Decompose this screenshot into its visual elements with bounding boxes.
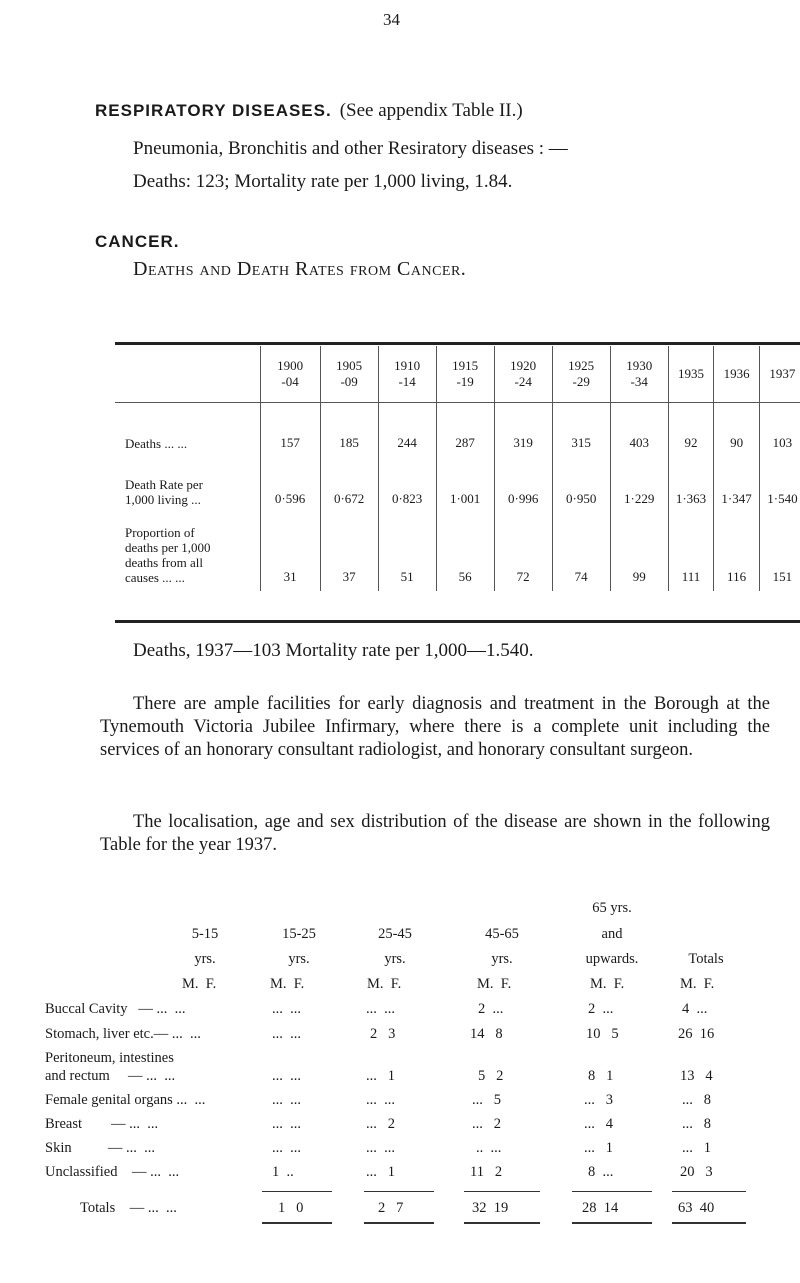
table-cell: 403 bbox=[610, 403, 668, 460]
column-header: 1900 -04 bbox=[260, 346, 320, 403]
column-header: 1925 -29 bbox=[552, 346, 610, 403]
table-cell: 99 bbox=[610, 515, 668, 591]
table-cell: ... 8 bbox=[682, 1116, 711, 1132]
cancer-subheading: Deaths and Death Rates from Cancer. bbox=[133, 258, 467, 280]
row-label: Deaths ... ... bbox=[125, 436, 188, 451]
table-cell: 1·001 bbox=[436, 459, 494, 515]
total-rule bbox=[672, 1222, 746, 1224]
group-header-line1: 65 yrs. bbox=[592, 900, 632, 916]
table-cell: 92 bbox=[668, 403, 714, 460]
table-cell: ... 2 bbox=[472, 1116, 501, 1132]
paragraph-facilities: There are ample facilities for early diagnosis and treatment in the Borough at the Tynemouth Victoria Jubilee Infirmary, where there is a complete unit including the services of an honorary consultant radiologist, and honorary consultant surgeon. bbox=[100, 694, 770, 760]
total-rule bbox=[262, 1222, 332, 1224]
column-header: 1915 -19 bbox=[436, 346, 494, 403]
table-cell: ... ... bbox=[366, 1001, 395, 1017]
table-cell: 74 bbox=[552, 515, 610, 591]
table-cell: 31 bbox=[260, 515, 320, 591]
group-header-unit: yrs. bbox=[288, 951, 310, 967]
table-header-row bbox=[115, 346, 800, 403]
table-cell: 37 bbox=[320, 515, 378, 591]
column-header: 1936 bbox=[714, 346, 760, 403]
table-cell: 13 4 bbox=[680, 1068, 713, 1084]
table-cell: ... 1 bbox=[584, 1140, 613, 1156]
respiratory-heading: RESPIRATORY DISEASES. bbox=[95, 101, 332, 120]
table-cell: 2 3 bbox=[370, 1026, 396, 1042]
table-cell: 4 ... bbox=[682, 1001, 708, 1017]
sex-header: M. F. bbox=[590, 976, 625, 992]
row-label: and rectum — ... ... bbox=[45, 1068, 176, 1084]
table-cell: 11 2 bbox=[470, 1164, 503, 1180]
group-header-age: 45-65 bbox=[485, 926, 519, 942]
paragraph-localisation: The localisation, age and sex distribution of the disease are shown in the following Table for the year 1937. bbox=[100, 812, 770, 855]
table-cell: 1·347 bbox=[714, 459, 760, 515]
table-top-rule bbox=[115, 342, 800, 345]
table-cell: 8 1 bbox=[588, 1068, 614, 1084]
row-label: Breast — ... ... bbox=[45, 1116, 159, 1132]
table-cell: 157 bbox=[260, 403, 320, 460]
respiratory-note: (See appendix Table II.) bbox=[339, 100, 523, 121]
sum-rule bbox=[262, 1191, 332, 1192]
table-cell: 185 bbox=[320, 403, 378, 460]
column-header: 1910 -14 bbox=[378, 346, 436, 403]
respiratory-section bbox=[95, 100, 523, 122]
row-label: Buccal Cavity — ... ... bbox=[45, 1001, 186, 1017]
sum-rule bbox=[364, 1191, 434, 1192]
table-cell: 2 ... bbox=[588, 1001, 614, 1017]
summary-line: Deaths, 1937—103 Mortality rate per 1,000—1.540. bbox=[133, 640, 534, 661]
table-cell: ... 1 bbox=[366, 1164, 395, 1180]
table-cell: ... ... bbox=[272, 1068, 301, 1084]
table-cell: ... 4 bbox=[584, 1116, 613, 1132]
table-cell: 319 bbox=[494, 403, 552, 460]
column-header: 1935 bbox=[668, 346, 714, 403]
table-cell: 315 bbox=[552, 403, 610, 460]
table-cell: 56 bbox=[436, 515, 494, 591]
table-cell: ... ... bbox=[366, 1092, 395, 1108]
sex-header: M. F. bbox=[367, 976, 402, 992]
sex-header: M. F. bbox=[270, 976, 305, 992]
group-header-age: 25-45 bbox=[378, 926, 412, 942]
table-row-death-rate bbox=[115, 459, 800, 515]
table-cell: 1 .. bbox=[272, 1164, 294, 1180]
totals-cell: 1 0 bbox=[278, 1200, 304, 1216]
table-cell: 0·996 bbox=[494, 459, 552, 515]
table-cell: 72 bbox=[494, 515, 552, 591]
total-rule bbox=[364, 1222, 434, 1224]
column-header: 1930 -34 bbox=[610, 346, 668, 403]
table-cell: 287 bbox=[436, 403, 494, 460]
total-rule bbox=[464, 1222, 540, 1224]
table-cell: ... 1 bbox=[366, 1068, 395, 1084]
table-cell: 0·950 bbox=[552, 459, 610, 515]
totals-cell: 28 14 bbox=[582, 1200, 619, 1216]
sum-rule bbox=[572, 1191, 652, 1192]
table-cell: ... 1 bbox=[682, 1140, 711, 1156]
table-cell: 8 ... bbox=[588, 1164, 614, 1180]
cancer-rates-table bbox=[115, 346, 800, 591]
table-cell: ... 5 bbox=[472, 1092, 501, 1108]
header-blank bbox=[115, 346, 260, 403]
row-label: Female genital organs ... ... bbox=[45, 1092, 206, 1108]
totals-cell: 32 19 bbox=[472, 1200, 509, 1216]
group-header-unit: yrs. bbox=[384, 951, 406, 967]
group-header-unit: yrs. bbox=[491, 951, 513, 967]
totals-cell: 2 7 bbox=[378, 1200, 404, 1216]
table-cell: ... ... bbox=[272, 1092, 301, 1108]
sex-header: M. F. bbox=[680, 976, 715, 992]
table-cell: 20 3 bbox=[680, 1164, 713, 1180]
group-header-age: and bbox=[601, 926, 623, 942]
table-cell: 103 bbox=[759, 403, 800, 460]
table-row-deaths bbox=[115, 403, 800, 460]
table-cell: 1·540 bbox=[759, 459, 800, 515]
row-label: Peritoneum, intestines bbox=[45, 1050, 174, 1066]
table-cell: 116 bbox=[714, 515, 760, 591]
table-cell: 14 8 bbox=[470, 1026, 503, 1042]
table-cell: 111 bbox=[668, 515, 714, 591]
table-cell: 1·229 bbox=[610, 459, 668, 515]
group-header-age: 15-25 bbox=[282, 926, 316, 942]
totals-cell: 63 40 bbox=[678, 1200, 715, 1216]
table-cell: ... 2 bbox=[366, 1116, 395, 1132]
table-cell: 90 bbox=[714, 403, 760, 460]
table-cell: 151 bbox=[759, 515, 800, 591]
row-label: Unclassified — ... ... bbox=[45, 1164, 180, 1180]
table-cell: 10 5 bbox=[586, 1026, 619, 1042]
table-cell: ... ... bbox=[272, 1001, 301, 1017]
cancer-heading: CANCER. bbox=[95, 232, 180, 251]
group-header-unit: yrs. bbox=[194, 951, 216, 967]
table-cell: 5 2 bbox=[478, 1068, 504, 1084]
respiratory-line-2: Deaths: 123; Mortality rate per 1,000 living, 1.84. bbox=[133, 171, 513, 192]
group-header-unit: upwards. bbox=[585, 951, 639, 967]
sum-rule bbox=[464, 1191, 540, 1192]
table-cell: 0·823 bbox=[378, 459, 436, 515]
sex-header: M. F. bbox=[182, 976, 217, 992]
table-cell: 1·363 bbox=[668, 459, 714, 515]
row-label: Proportion of deaths per 1,000 deaths from all causes ... ... bbox=[125, 525, 211, 585]
table-cell: 0·596 bbox=[260, 459, 320, 515]
table-cell: 0·672 bbox=[320, 459, 378, 515]
total-rule bbox=[572, 1222, 652, 1224]
table-cell: 2 ... bbox=[478, 1001, 504, 1017]
table-cell: .. ... bbox=[476, 1140, 502, 1156]
table-cell: ... 8 bbox=[682, 1092, 711, 1108]
column-header: 1920 -24 bbox=[494, 346, 552, 403]
totals-label: Totals — ... ... bbox=[80, 1200, 177, 1216]
group-header-age: 5-15 bbox=[191, 926, 219, 942]
row-label: Death Rate per 1,000 living ... bbox=[125, 477, 203, 507]
page-number: 34 bbox=[383, 10, 400, 29]
table-cell: ... ... bbox=[272, 1140, 301, 1156]
table-cell: ... ... bbox=[272, 1026, 301, 1042]
table-bottom-rule bbox=[115, 620, 800, 623]
column-header: 1905 -09 bbox=[320, 346, 378, 403]
table-cell: ... ... bbox=[366, 1140, 395, 1156]
sum-rule bbox=[672, 1191, 746, 1192]
table-cell: 26 16 bbox=[678, 1026, 715, 1042]
row-label: Stomach, liver etc.— ... ... bbox=[45, 1026, 201, 1042]
table-cell: ... 3 bbox=[584, 1092, 613, 1108]
table-cell: 51 bbox=[378, 515, 436, 591]
respiratory-line-1: Pneumonia, Bronchitis and other Resiratory diseases : — bbox=[133, 138, 568, 159]
table-cell: 244 bbox=[378, 403, 436, 460]
row-label: Skin — ... ... bbox=[45, 1140, 155, 1156]
table-row-proportion bbox=[115, 515, 800, 591]
group-header-totals: Totals bbox=[688, 951, 724, 967]
table-cell: ... ... bbox=[272, 1116, 301, 1132]
sex-header: M. F. bbox=[477, 976, 512, 992]
column-header: 1937 bbox=[759, 346, 800, 403]
